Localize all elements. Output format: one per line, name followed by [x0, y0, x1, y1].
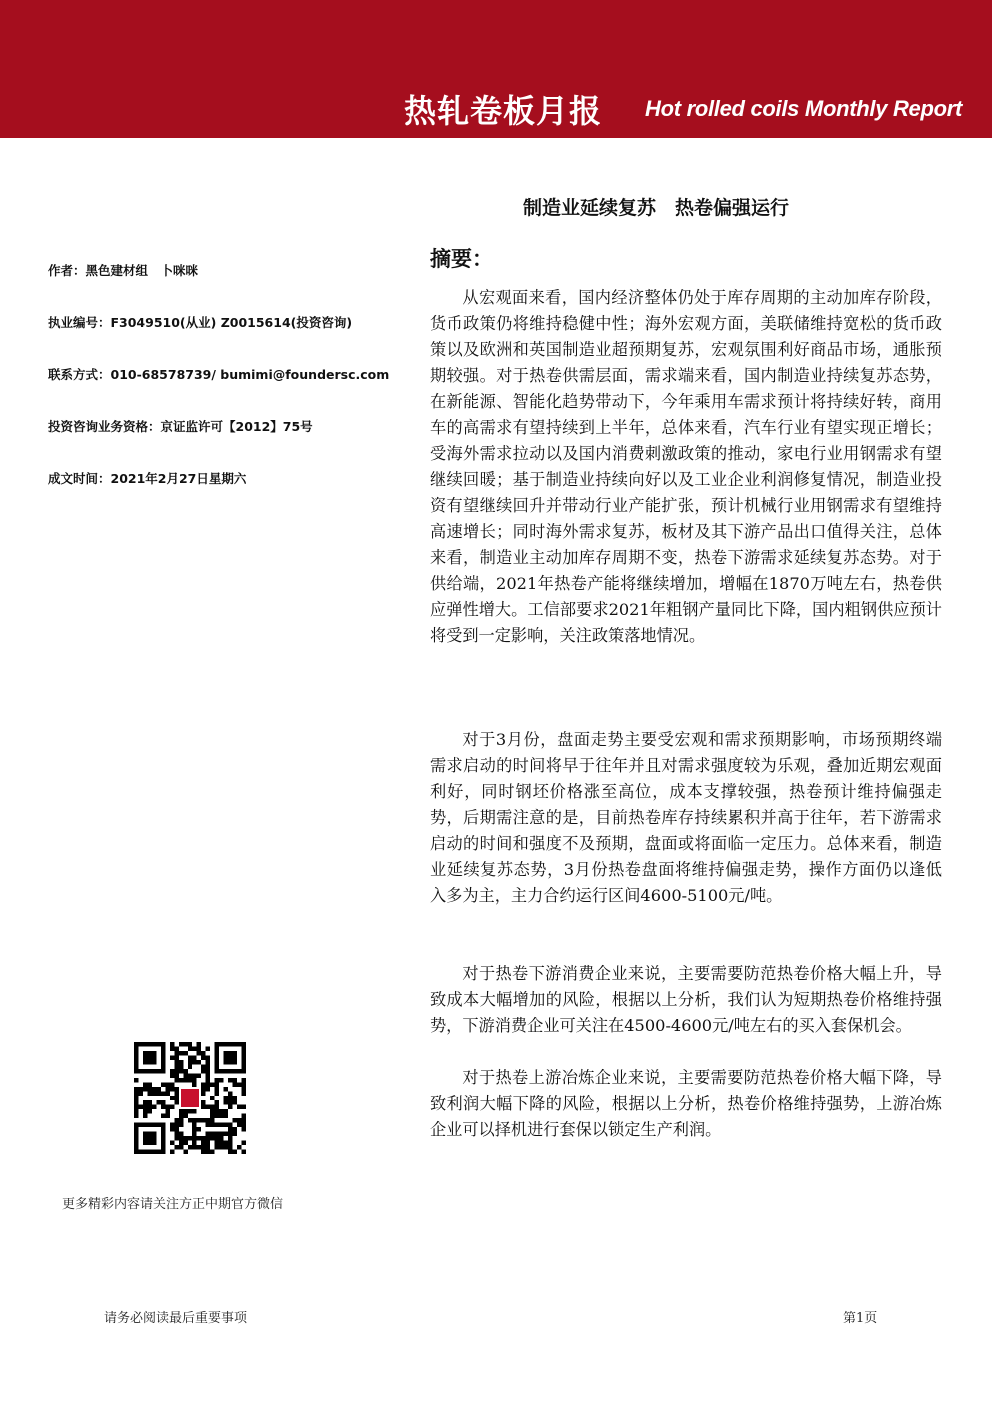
footer-notice: 请务必阅读最后重要事项: [104, 1311, 248, 1326]
page-number: 第1页: [843, 1311, 878, 1326]
report-title: 制造业延续复苏 热卷偏强运行: [523, 197, 790, 219]
abstract-paragraph-2: 对于3月份，盘面走势主要受宏观和需求预期影响，市场预期终端需求启动的时间将早于往年并且对需求强度较为乐观，叠加近期宏观面利好，同时钢坯价格涨至高位，成本支撑较强，热卷预计维持偏强走势，后期需注意的是，目前热卷库存持续累积并高于往年，若下游需求启动的时间和强度不及预期，盘面或将面临一定压力。总体来看，制造业延续复苏态势，3月份热卷盘面将维持偏强走势，操作方面仍以逢低入多为主，主力合约运行区间4600-5100元/吨。: [430, 730, 942, 905]
abstract-heading: 摘要：: [430, 247, 493, 271]
abstract-paragraph-3: 对于热卷下游消费企业来说，主要需要防范热卷价格大幅上升，导致成本大幅增加的风险，根据以上分析，我们认为短期热卷价格维持强势，下游消费企业可关注在4500-4600元/吨左右的买入套保机会。: [430, 964, 942, 1035]
abstract-paragraph-1: 从宏观面来看，国内经济整体仍处于库存周期的主动加库存阶段，货币政策仍将维持稳健中性；海外宏观方面，美联储维持宽松的货币政策以及欧洲和英国制造业超预期复苏，宏观氛围利好商品市场，通胀预期较强。对于热卷供需层面，需求端来看，国内制造业持续复苏态势，在新能源、智能化趋势带动下，今年乘用车需求预计将持续好转，商用车的高需求有望持续到上半年，总体来看，汽车行业有望实现正增长；受海外需求拉动以及国内消费刺激政策的推动，家电行业用钢需求有望继续回暖；基于制造业持续向好以及工业企业利润修复情况，制造业投资有望继续回升并带动行业产能扩张，预计机械行业用钢需求有望维持高速增长；同时海外需求复苏，板材及其下游产品出口值得关注，总体来看，制造业主动加库存周期不变，热卷下游需求延续复苏态势。对于供给端，2021年热卷产能将继续增加，增幅在1870万吨左右，热卷供应弹性增大。工信部要求2021年粗钢产量同比下降，国内粗钢供应预计将受到一定影响，关注政策落地情况。: [430, 288, 942, 645]
qualification-line: 投资咨询业务资格：京证监许可【2012】75号: [48, 419, 313, 434]
date-line: 成文时间：2021年2月27日星期六: [48, 471, 247, 486]
report-series-title-en: Hot rolled coils Monthly Report: [645, 96, 963, 121]
report-series-title-cn: 热轧卷板月报: [404, 92, 603, 130]
author-line: 作者：黑色建材组 卜咪咪: [48, 263, 199, 278]
license-number-line: 执业编号：F3049510(从业) Z0015614(投资咨询): [48, 315, 353, 330]
brand-logo-icon: [181, 1089, 199, 1107]
qr-caption: 更多精彩内容请关注方正中期官方微信: [62, 1197, 284, 1212]
wechat-qr-code: [134, 1042, 246, 1154]
abstract-paragraph-4: 对于热卷上游冶炼企业来说，主要需要防范热卷价格大幅下降，导致利润大幅下降的风险，根据以上分析，热卷价格维持强势，上游冶炼企业可以择机进行套保以锁定生产利润。: [430, 1068, 942, 1139]
contact-line: 联系方式：010-68578739/ bumimi@foundersc.com: [48, 367, 390, 382]
